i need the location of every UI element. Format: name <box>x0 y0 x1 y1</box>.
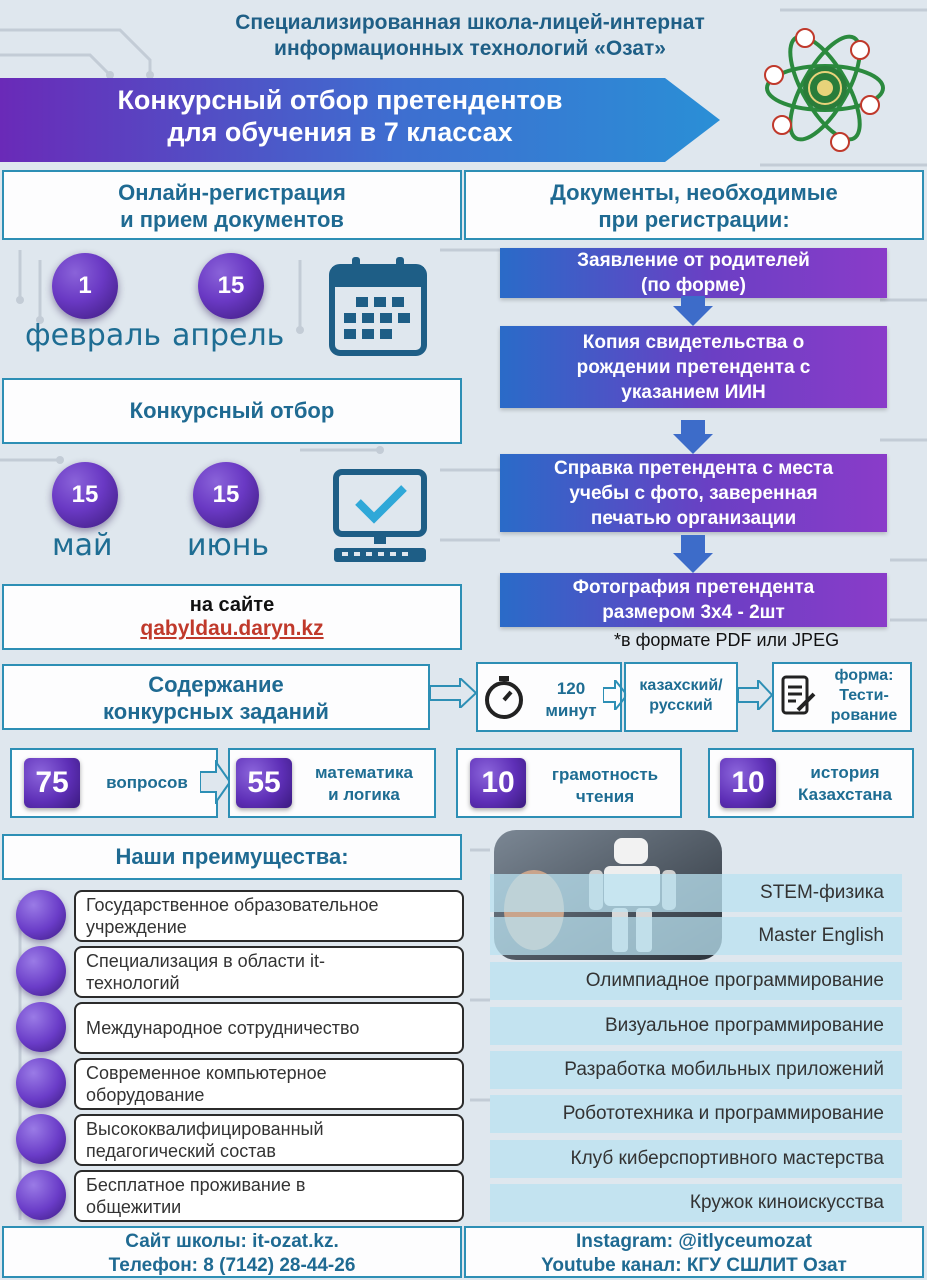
monitor-check-icon <box>330 468 430 568</box>
documents-header <box>464 170 924 240</box>
selection-end-month: июнь <box>187 528 270 563</box>
advantage-item-1-line1: Государственное образовательное <box>86 895 379 915</box>
language-line1: казахский/ <box>639 677 723 694</box>
website-box <box>2 584 462 650</box>
arrow-down-icon <box>673 420 713 454</box>
stat-history-number: 10 <box>720 758 776 808</box>
advantage-item-3 <box>74 1002 464 1054</box>
footer-site[interactable]: Сайт школы: it-ozat.kz. <box>125 1231 339 1252</box>
selection-start-day: 15 <box>52 462 118 528</box>
banner-title-line1: Конкурсный отбор претендентов <box>117 85 563 115</box>
arrow-right-icon <box>738 680 772 710</box>
advantage-item-1 <box>74 890 464 942</box>
registration-title-line2: и прием документов <box>120 207 344 232</box>
document-item-4 <box>500 573 887 627</box>
advantage-item-5-line2: педагогический состав <box>86 1141 276 1161</box>
footer-instagram[interactable]: Instagram: @itlyceumozat <box>575 1231 813 1252</box>
selection-title: Конкурсный отбор <box>129 398 335 423</box>
document-item-1-line2: (по форме) <box>641 275 746 296</box>
stat-math-line1: математика <box>315 763 413 782</box>
document-item-3 <box>500 454 887 532</box>
advantage-item-2-line2: технологий <box>86 973 180 993</box>
stat-reading <box>456 748 682 818</box>
registration-title-line1: Онлайн-регистрация <box>118 180 346 205</box>
time-box <box>476 662 622 732</box>
club-item-6: Робототехника и программирование <box>490 1095 902 1133</box>
document-item-2-line2: рождении претендента с <box>576 356 811 378</box>
stat-reading-line1: грамотность <box>551 765 659 784</box>
check-icon <box>16 946 66 996</box>
document-item-3-line1: Справка претендента с места <box>553 457 834 479</box>
stat-reading-number: 10 <box>470 758 526 808</box>
document-item-2-line3: указанием ИИН <box>621 381 766 403</box>
stat-questions-number: 75 <box>24 758 80 808</box>
arrow-down-icon <box>673 535 713 573</box>
stopwatch-icon <box>482 674 526 720</box>
advantage-item-2 <box>74 946 464 998</box>
advantages-title: Наши преимущества: <box>115 844 349 869</box>
club-item-1: STEM-физика <box>490 874 902 912</box>
language-box <box>624 662 738 732</box>
check-icon <box>16 1114 66 1164</box>
school-name-line1: Специализированная школа-лицей-интернат <box>235 11 705 34</box>
document-format-note: *в формате PDF или JPEG <box>614 630 840 650</box>
stat-history-line2: Казахстана <box>798 785 892 804</box>
footer-social <box>464 1226 924 1278</box>
school-name-line2: информационных технологий «Озат» <box>274 37 666 60</box>
registration-end-day: 15 <box>198 253 264 319</box>
banner-title <box>60 84 620 148</box>
arrow-down-icon <box>673 296 713 326</box>
stat-history <box>708 748 914 818</box>
contents-header <box>2 664 430 730</box>
contents-title-line2: конкурсных заданий <box>103 699 329 724</box>
calendar-icon <box>328 255 428 357</box>
form-line2: Тести- <box>839 687 889 704</box>
club-item-2: Master English <box>490 917 902 955</box>
language-line2: русский <box>649 697 713 714</box>
stat-reading-line2: чтения <box>575 787 635 806</box>
document-item-4-line2: размером 3х4 - 2шт <box>602 602 785 623</box>
advantage-item-4-line2: оборудование <box>86 1085 205 1105</box>
stat-questions-label: вопросов <box>106 773 188 792</box>
banner-title-line2: для обучения в 7 классах <box>167 117 513 147</box>
advantage-item-5 <box>74 1114 464 1166</box>
atom-logo-icon <box>760 20 890 155</box>
advantage-item-3-line1: Международное сотрудничество <box>86 1018 360 1038</box>
footer-contacts <box>2 1226 462 1278</box>
document-item-1 <box>500 248 887 298</box>
document-item-2 <box>500 326 887 408</box>
advantage-item-4-line1: Современное компьютерное <box>86 1063 327 1083</box>
registration-header <box>2 170 462 240</box>
club-item-4: Визуальное программирование <box>490 1007 902 1045</box>
form-line1: форма: <box>834 667 894 684</box>
advantage-item-6-line1: Бесплатное проживание в <box>86 1175 306 1195</box>
document-item-3-line3: печатью организации <box>590 507 797 529</box>
documents-title-line1: Документы, необходимые <box>550 180 838 205</box>
stat-math <box>228 748 436 818</box>
stat-history-line1: история <box>810 763 880 782</box>
document-item-1-line1: Заявление от родителей <box>577 250 810 271</box>
selection-end-day: 15 <box>193 462 259 528</box>
website-label: на сайте <box>189 594 275 616</box>
check-icon <box>16 1058 66 1108</box>
contents-title-line1: Содержание <box>148 672 284 697</box>
footer-youtube[interactable]: Youtube канал: КГУ СШЛИТ Озат <box>541 1255 847 1276</box>
club-item-8: Кружок киноискусства <box>490 1184 902 1222</box>
club-item-3: Олимпиадное программирование <box>490 962 902 1000</box>
arrow-right-icon <box>430 678 476 708</box>
advantage-item-2-line1: Специализация в области it- <box>86 951 325 971</box>
advantage-item-6 <box>74 1170 464 1222</box>
website-link[interactable]: qabyldau.daryn.kz <box>140 617 324 640</box>
check-icon <box>16 1170 66 1220</box>
stat-math-number: 55 <box>236 758 292 808</box>
club-item-7: Клуб киберспортивного мастерства <box>490 1140 902 1178</box>
registration-end-month: апрель <box>172 318 285 353</box>
stat-math-line2: и логика <box>328 785 400 804</box>
arrow-right-icon <box>200 760 230 804</box>
documents-title-line2: при регистрации: <box>598 207 790 232</box>
advantage-item-6-line2: общежитии <box>86 1197 182 1217</box>
form-box <box>772 662 912 732</box>
registration-start-month: февраль <box>25 318 162 353</box>
advantage-item-1-line2: учреждение <box>86 917 187 937</box>
registration-start-day: 1 <box>52 253 118 319</box>
time-unit: минут <box>545 701 597 720</box>
school-name <box>150 10 790 62</box>
time-value: 120 <box>556 679 586 698</box>
club-item-5: Разработка мобильных приложений <box>490 1051 902 1089</box>
stat-questions <box>10 748 218 818</box>
selection-header <box>2 378 462 444</box>
document-edit-icon <box>780 674 816 720</box>
form-line3: рование <box>830 707 898 724</box>
footer-phone: Телефон: 8 (7142) 28-44-26 <box>108 1255 356 1276</box>
advantage-item-4 <box>74 1058 464 1110</box>
check-icon <box>16 1002 66 1052</box>
document-item-4-line1: Фотография претендента <box>572 577 815 598</box>
advantage-item-5-line1: Высококвалифицированный <box>86 1119 324 1139</box>
document-item-3-line2: учебы с фото, заверенная <box>569 482 818 504</box>
document-item-2-line1: Копия свидетельства о <box>582 331 805 353</box>
advantages-header <box>2 834 462 880</box>
check-icon <box>16 890 66 940</box>
selection-start-month: май <box>52 528 113 563</box>
